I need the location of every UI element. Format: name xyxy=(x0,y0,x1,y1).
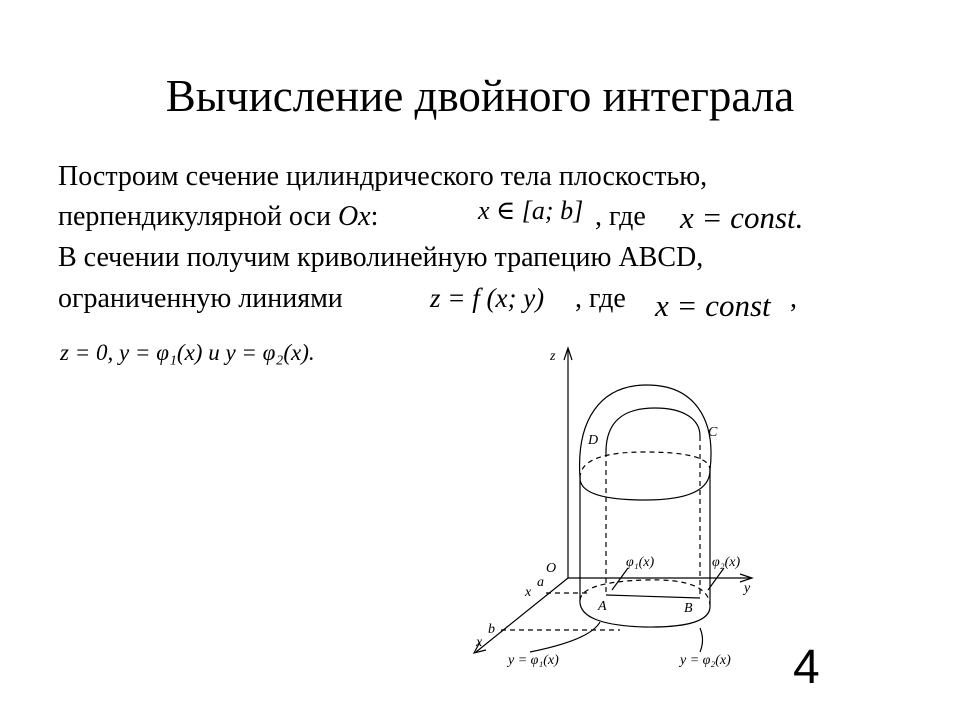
body-line-3: В сечении получим криволинейную трапецию ABCD, xyxy=(58,242,704,273)
label-curve-phi2: y = φ₂(x) xyxy=(680,653,731,668)
label-o: O xyxy=(546,561,557,576)
formula-boundaries: z = 0, y = φ₁(x) и y = φ₂(x). xyxy=(60,340,315,365)
curve1-leader xyxy=(530,622,600,652)
label-x-upper: x xyxy=(525,585,532,600)
body-line-1: Построим сечение цилиндрического тела плоскостью, xyxy=(58,161,708,192)
line2-text: перпендикулярной оси xyxy=(58,201,338,232)
line4-where: , где xyxy=(575,283,626,314)
label-x-lower: x xyxy=(476,635,483,650)
label-phi2: φ₂(x) xyxy=(712,555,741,570)
page-number: 4 xyxy=(793,641,820,694)
top-ellipse-front xyxy=(580,470,710,500)
line2-where: , где xyxy=(595,201,646,232)
label-point-a: A xyxy=(598,599,607,614)
label-curve-phi1: y = φ₁(x) xyxy=(508,653,559,668)
label-phi1: φ₁(x) xyxy=(626,555,655,570)
phi1-leader xyxy=(612,568,628,590)
dome-surface xyxy=(580,385,711,478)
cylinder-diagram xyxy=(440,330,780,670)
line4-text: ограниченную линиями xyxy=(58,283,343,314)
body-line-2 xyxy=(58,200,378,234)
section-curve-dc xyxy=(606,408,700,452)
formula-x-const-2: x = const xyxy=(655,288,771,323)
formula-x-in-ab: x ∈ [a; b] xyxy=(478,196,584,225)
label-a: a xyxy=(537,575,544,590)
formula-z-f: z = f (x; y) xyxy=(430,283,545,313)
label-point-b: B xyxy=(684,601,693,616)
label-point-c: C xyxy=(708,425,718,440)
label-z: z xyxy=(550,349,556,364)
x-axis xyxy=(476,578,568,652)
label-y: y xyxy=(744,581,751,596)
top-ellipse-back xyxy=(580,452,710,478)
segment-ab xyxy=(606,595,700,598)
slide-title: Вычисление двойного интеграла xyxy=(165,71,795,121)
line2-colon: : xyxy=(370,201,379,232)
line4-comma: , xyxy=(790,283,797,314)
formula-x-const-1: x = const. xyxy=(680,200,804,235)
curve2-leader xyxy=(700,628,703,652)
axis-ox: Ox xyxy=(337,201,371,232)
label-point-d: D xyxy=(588,433,599,448)
label-b: b xyxy=(488,622,495,637)
